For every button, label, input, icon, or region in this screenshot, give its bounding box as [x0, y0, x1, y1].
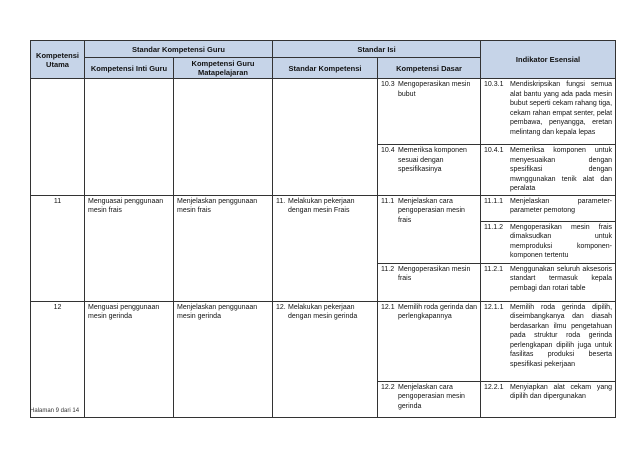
page-footer: Halaman 9 dari 14: [30, 408, 80, 414]
indikator-cell: [481, 221, 616, 263]
kd-number: 12.2: [381, 383, 395, 391]
kd-text: Mengoperasikan mesin frais: [398, 265, 471, 282]
header-standar-kompetensi: Standar Kompetensi: [273, 58, 378, 79]
indikator-text: Mendiskripsikan fungsi semua alat bantu yang ada pada mesin bubut seperti cekam rahang tiga, cekam rahan empat senter, pelat pembawa, penyangga, eretan melintang dan kepala lepas: [510, 81, 613, 136]
kompetensi-inti-cell: Menguasai penggunaan mesin frais: [85, 195, 174, 301]
indikator-number: 10.3.1: [484, 81, 504, 88]
indikator-cell: [481, 195, 616, 221]
kompetensi-dasar-cell: [378, 145, 481, 196]
header-indikator-esensial: Indikator Esensial: [481, 41, 616, 79]
header-row-1: [31, 41, 616, 58]
kompetensi-dasar-cell: [378, 195, 481, 263]
kd-text: Mengoperasikan mesin bubut: [398, 81, 471, 98]
header-kompetensi-utama: Kompetensi Utama: [31, 41, 85, 79]
header-standar-kompetensi-guru: Standar Kompetensi Guru: [85, 41, 273, 58]
header-kompetensi-inti-guru: Kompetensi Inti Guru: [85, 58, 174, 79]
kompetensi-utama-number: 12: [31, 301, 85, 417]
indikator-number: 11.1.2: [484, 223, 503, 231]
kd-text: Menjelaskan cara pengoperasian mesin frais: [398, 197, 465, 224]
kompetensi-mapel-cell: Menjelaskan penggunaan mesin gerinda: [174, 301, 273, 417]
header-standar-isi: Standar Isi: [273, 41, 481, 58]
indikator-text: Menjelaskan parameter-parameter pemotong: [510, 197, 613, 214]
header-kompetensi-guru-mapel: Kompetensi Guru Matapelajaran: [174, 58, 273, 79]
indikator-number: 11.2.1: [484, 265, 503, 273]
indikator-number: 10.4.1: [484, 147, 504, 154]
kompetensi-utama-number: 11: [31, 195, 85, 301]
indikator-text: Mengoperasikan mesin frais dimaksudkan untuk memproduksi komponen-komponen tertentu: [510, 223, 613, 259]
indikator-cell: [481, 381, 616, 417]
kompetensi-dasar-cell: [378, 263, 481, 301]
sk-number: 12.: [276, 303, 286, 311]
indikator-text: Menyiapkan alat cekam yang dipilih dan dipergunakan: [510, 383, 613, 400]
cell-empty: [174, 79, 273, 196]
kd-text: Menjelaskan cara pengoperasian mesin gerinda: [398, 383, 465, 410]
kd-number: 12.1: [381, 303, 395, 311]
indikator-cell: [481, 263, 616, 301]
table-row: [31, 301, 616, 381]
indikator-cell: [481, 79, 616, 145]
kd-text: Memilih roda gerinda dan perlengkapannya: [398, 303, 477, 320]
indikator-number: 12.2.1: [484, 383, 504, 391]
kompetensi-dasar-cell: [378, 301, 481, 381]
indikator-text: Memeriksa komponen untuk menyesuaikan dengan spesifikasi dengan mwnggunakan tenik alat dan peralata: [510, 147, 613, 192]
kompetensi-dasar-cell: [378, 381, 481, 417]
indikator-text: Menggunakan seluruh aksesoris standart termasuk kepala pembagi dan rotari table: [510, 265, 613, 292]
sk-number: 11.: [276, 197, 286, 205]
indikator-cell: [481, 145, 616, 196]
kompetensi-inti-cell: Menguasi penggunaan mesin gerinda: [85, 301, 174, 417]
kd-number: 10.3: [381, 81, 395, 88]
indikator-number: 12.1.1: [484, 303, 504, 311]
kd-text: Memeriksa komponen sesuai dengan spesifikasinya: [398, 147, 467, 173]
standar-kompetensi-cell: [273, 301, 378, 417]
kd-number: 10.4: [381, 147, 395, 154]
kompetensi-mapel-cell: Menjelaskan penggunaan mesin frais: [174, 195, 273, 301]
indikator-number: 11.1.1: [484, 197, 503, 205]
indikator-text: Memilih roda gerinda dipilih, diseimbangkanya dan diasah berdasarkan ilmu pengetahuan pada struktur roda gerinda perlengkapan dipilih juga untuk fasilitas produksi beserta spesifikasi pekerjaan: [510, 303, 613, 368]
indikator-cell: [481, 301, 616, 381]
standar-kompetensi-cell: [273, 195, 378, 301]
competency-table: [30, 40, 616, 418]
kompetensi-dasar-cell: [378, 79, 481, 145]
sk-text: Melakukan pekerjaan dengan mesin Frais: [288, 197, 355, 214]
sk-text: Melakukan pekerjaan dengan mesin gerinda: [288, 303, 358, 320]
kd-number: 11.1: [381, 197, 395, 205]
header-kompetensi-dasar: Kompetensi Dasar: [378, 58, 481, 79]
table-row: [31, 195, 616, 221]
kd-number: 11.2: [381, 265, 395, 273]
cell-empty: [85, 79, 174, 196]
cell-empty: [273, 79, 378, 196]
cell-empty: [31, 79, 85, 196]
table-row: [31, 79, 616, 145]
